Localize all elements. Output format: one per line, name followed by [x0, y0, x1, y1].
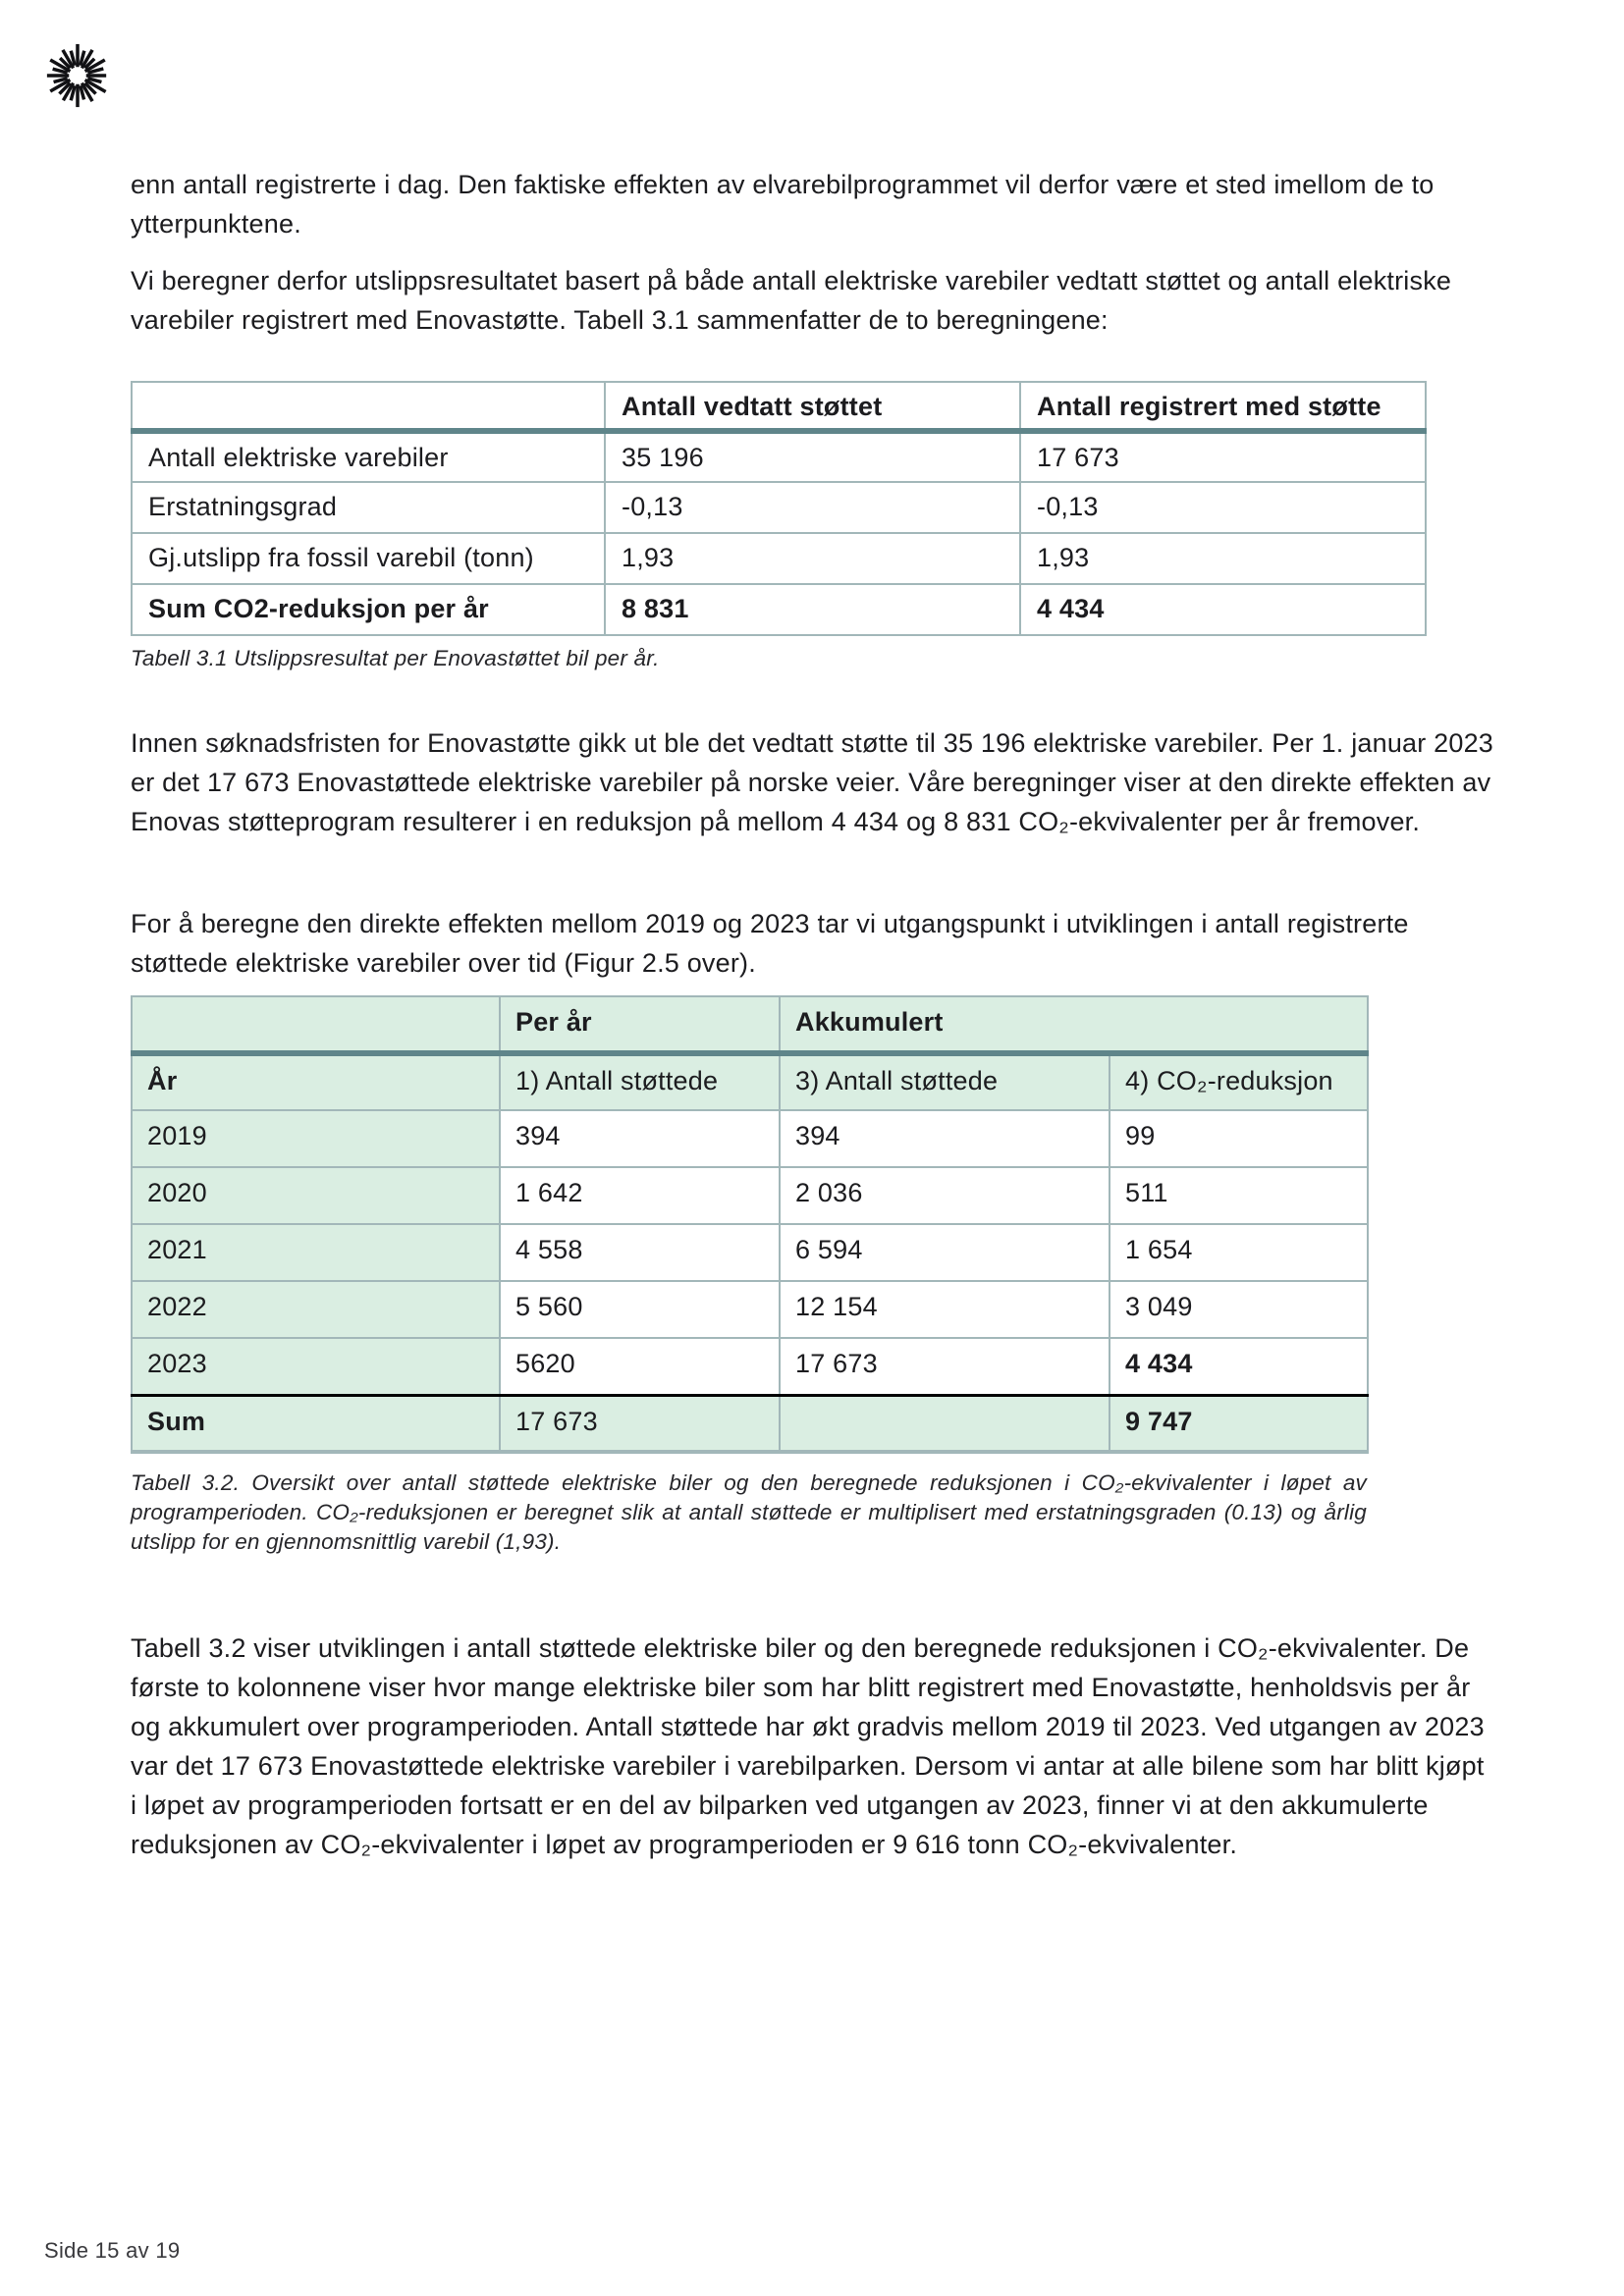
paragraph-extremes: enn antall registrerte i dag. Den faktiske effekten av elvarebilprogrammet vil derfor være et sted imellom de to ytterpunktene.: [131, 170, 1435, 239]
table-cell: 35 196: [605, 431, 1020, 482]
page-number: Side 15 av 19: [44, 2238, 181, 2263]
table-row: [132, 1281, 1368, 1338]
table-sum-row: [132, 584, 1426, 635]
table-3-1-caption: Tabell 3.1 Utslippsresultat per Enovastøttet bil per år.: [131, 646, 660, 670]
table-row: [132, 533, 1426, 584]
table-3-2-group-header-row: [132, 996, 1368, 1053]
table-cell: 5 560: [500, 1281, 780, 1338]
table-cell: 99: [1110, 1110, 1368, 1167]
year-cell: 2022: [132, 1281, 500, 1338]
paragraph-method: For å beregne den direkte effekten mellom 2019 og 2023 tar vi utgangspunkt i utviklingen i antall registrerte støttede elektriske varebiler over tid (Figur 2.5 over).: [131, 909, 1409, 978]
table-cell: 4 558: [500, 1224, 780, 1281]
table-row: [132, 482, 1426, 533]
table-3-2: [131, 995, 1369, 1454]
sum-label: Sum: [132, 1395, 500, 1452]
table-3-2-caption: Tabell 3.2. Oversikt over antall støttede elektriske biler og den beregnede reduksjonen i CO₂-ekvivalenter i løpet av programperioden. CO₂-reduksjonen er beregnet slik at antall støttede er multiplisert med erstatningsgraden (0.13) og årlig utslipp for en gjennomsnittlig varebil (1,93).: [131, 1470, 1367, 1554]
table-cell: 394: [780, 1110, 1110, 1167]
year-cell: 2020: [132, 1167, 500, 1224]
table-cell: 1 654: [1110, 1224, 1368, 1281]
group-header-accumulated: Akkumulert: [780, 996, 1368, 1053]
table-cell: 394: [500, 1110, 780, 1167]
table-3-1-header-vedtatt: Antall vedtatt støttet: [605, 382, 1020, 431]
paragraph-table-32-discussion: Tabell 3.2 viser utviklingen i antall støttede elektriske biler og den beregnede reduksjonen i CO₂-ekvivalenter. De første to kolonnene viser hvor mange elektriske biler som har blitt registrert med Enovastøtte, henholdsvis per år og akkumulert over programperioden. Antall støttede har økt gradvis mellom 2019 til 2023. Ved utgangen av 2023 var det 17 673 Enovastøttede elektriske varebiler i varebilparken. Dersom vi antar at alle bilene som har blitt kjøpt i løpet av programperioden fortsatt er en del av bilparken ved utgangen av 2023, finner vi at den akkumulerte reduksjonen av CO₂-ekvivalenter i løpet av programperioden er 9 616 tonn CO₂-ekvivalenter.: [131, 1633, 1485, 1859]
table-cell: 4 434: [1110, 1338, 1368, 1395]
table-3-1-header-row: [132, 382, 1426, 431]
table-cell: -0,13: [1020, 482, 1426, 533]
table-cell: 8 831: [605, 584, 1020, 635]
table-row: [132, 1167, 1368, 1224]
table-cell: 4 434: [1020, 584, 1426, 635]
paragraph-calculation-basis: Vi beregner derfor utslippsresultatet basert på både antall elektriske varebiler vedtatt støttet og antall elektriske varebiler registrert med Enovastøtte. Tabell 3.1 sammenfatter de to beregningene:: [131, 266, 1452, 335]
column-header-supported-accum: 3) Antall støttede: [780, 1053, 1110, 1110]
table-cell: 17 673: [1020, 431, 1426, 482]
table-cell: 5620: [500, 1338, 780, 1395]
table-cell: 17 673: [780, 1338, 1110, 1395]
table-cell: 9 747: [1110, 1395, 1368, 1452]
row-label: Sum CO2-reduksjon per år: [132, 584, 605, 635]
year-cell: 2023: [132, 1338, 500, 1395]
row-label: Gj.utslipp fra fossil varebil (tonn): [132, 533, 605, 584]
table-cell: 17 673: [500, 1395, 780, 1452]
paragraph-direct-effect: Innen søknadsfristen for Enovastøtte gikk ut ble det vedtatt støtte til 35 196 elektriske varebiler. Per 1. januar 2023 er det 17 673 Enovastøttede elektriske varebiler på norske veier. Våre beregninger viser at den direkte effekten av Enovas støtteprogram resulterer i en reduksjon på mellom 4 434 og 8 831 CO₂-ekvivalenter per år fremover.: [131, 728, 1494, 836]
starburst-logo-icon: [43, 41, 112, 110]
column-header-supported-per-year: 1) Antall støttede: [500, 1053, 780, 1110]
table-cell: 12 154: [780, 1281, 1110, 1338]
table-cell: 1 642: [500, 1167, 780, 1224]
table-3-1-header-registrert: Antall registrert med støtte: [1020, 382, 1426, 431]
table-row: [132, 1110, 1368, 1167]
table-cell: -0,13: [605, 482, 1020, 533]
group-header-per-year: Per år: [500, 996, 780, 1053]
table-cell: 3 049: [1110, 1281, 1368, 1338]
table-cell: 2 036: [780, 1167, 1110, 1224]
table-3-1-header-empty: [132, 382, 605, 431]
table-cell: 1,93: [1020, 533, 1426, 584]
table-cell: 1,93: [605, 533, 1020, 584]
table-3-2-column-header-row: [132, 1053, 1368, 1110]
row-label: Erstatningsgrad: [132, 482, 605, 533]
table-cell: 6 594: [780, 1224, 1110, 1281]
table-sum-row: [132, 1395, 1368, 1452]
table-row: [132, 1224, 1368, 1281]
table-row: [132, 431, 1426, 482]
year-cell: 2019: [132, 1110, 500, 1167]
column-header-co2-reduction: 4) CO₂-reduksjon: [1110, 1053, 1368, 1110]
table-cell: 511: [1110, 1167, 1368, 1224]
year-cell: 2021: [132, 1224, 500, 1281]
row-label: Antall elektriske varebiler: [132, 431, 605, 482]
table-cell: [780, 1395, 1110, 1452]
table-3-1: [131, 381, 1427, 636]
table-row: [132, 1338, 1368, 1395]
column-header-year: År: [132, 1053, 500, 1110]
group-header-empty: [132, 996, 500, 1053]
